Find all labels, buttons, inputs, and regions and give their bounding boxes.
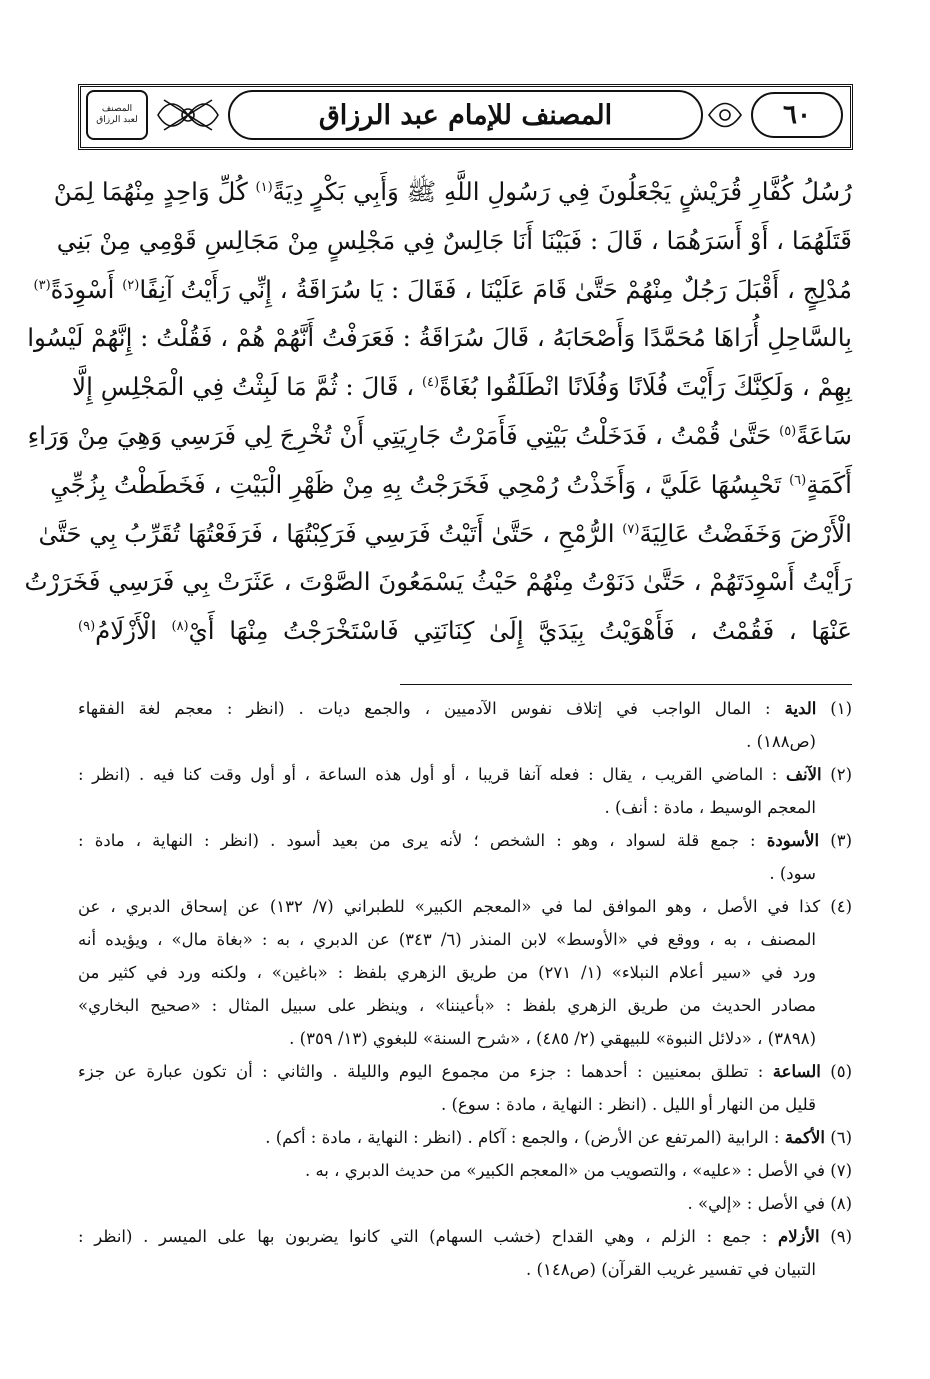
header-seal (86, 90, 148, 140)
footnote-marker: (٧) (622, 521, 640, 537)
text-line: عَنْهَا ، فَقُمْتُ ، فَأَهْوَيْتُ بِيَدَيَّ إِلَىٰ كِنَانَتِي فَاسْتَخْرَجْتُ مِنْهَا أَيْ$^{(٨)}$ الْأَزْلَامُ$^{(٩)}$ (78, 616, 852, 646)
footnote-continuation: المعجم الوسيط ، مادة : أنف) . (604, 798, 816, 817)
page-number: ٦٠ (751, 92, 843, 138)
text-line: رَأَيْتُ أَسْوِدَتَهُمْ ، حَتَّىٰ دَنَوْتُ مِنْهُمْ حَيْثُ يَسْمَعُونَ الصَّوْتَ ، عَثَرَتْ بِي فَرَسِي فَخَرَرْتُ (24, 567, 852, 597)
footnote-text: في الأصل : «إلي» . (687, 1194, 825, 1213)
footnote-number: (٤) (830, 897, 852, 916)
main-text (24, 168, 852, 656)
text-line: سَاعَةً$^{(٥)}$ حَتَّىٰ قُمْتُ ، فَدَخَلْتُ بَيْتِي فَأَمَرْتُ جَارِيَتِي أَنْ تُخْرِجَ لِي فَرَسِي وَهِيَ مِنْ وَرَاءِ (27, 420, 852, 450)
footnote-text: كذا في الأصل ، وهو الموافق لما في «المعجم الكبير» للطبراني (٧/ ١٣٢) عن إسحاق الدبري ، عن (78, 897, 821, 916)
footnote-continuation: سود) . (769, 864, 816, 883)
footnote-marker: (٨) (171, 619, 189, 635)
footnote-number: (٩) (830, 1227, 853, 1246)
footnote-term: الآنف (785, 765, 822, 784)
footnote-separator (400, 684, 852, 685)
footnote-number: (٦) (830, 1128, 852, 1147)
text-line: رُسُلُ كُفَّارِ قُرَيْشٍ يَجْعَلُونَ فِي رَسُولِ اللَّهِ ﷺ وَأَبِي بَكْرٍ دِيَةً$^{(١)}$ كُلِّ وَاحِدٍ مِنْهُمَا لِمَنْ (53, 177, 852, 206)
footnote-marker: (٢) (122, 277, 140, 293)
footnote-continuation: التبيان في تفسير غريب القرآن) (ص١٤٨) . (526, 1260, 816, 1279)
footnote-text: : جمع : الزلم ، وهي القداح (خشب السهام) التي كانوا يضربون بها على الميسر . (انظر : (78, 1227, 768, 1246)
footnote-continuation: (٣٨٩٨) ، «دلائل النبوة» للبيهقي (٢/ ٤٨٥) ، «شرح السنة» للبغوي (١٣/ ٣٥٩) . (289, 1029, 816, 1048)
footnote-continuation: مصادر الحديث من طريق الزهري بلفظ : «بأعيننا» ، وينظر على سبيل المثال : «صحيح البخاري» (78, 996, 816, 1015)
footnote-7 (78, 1154, 852, 1187)
footnote-continuation: ورد في «سير أعلام النبلاء» (١/ ٢٧١) من طريق الزهري بلفظ : «باغين» ، ولكنه ورد في كثير من (78, 963, 816, 982)
footnote-text: : تطلق بمعنيين : أحدهما : جزء من مجموع اليوم والليلة . والثاني : أن تكون عبارة عن جزء (78, 1062, 764, 1081)
footnote-9 (78, 1220, 852, 1253)
footnote-term: الساعة (772, 1062, 821, 1081)
footnote-continuation: (ص١٨٨) . (746, 732, 816, 751)
footnote-8 (78, 1187, 852, 1220)
footnote-5 (78, 1055, 852, 1088)
footnote-term: الأكمة (784, 1128, 825, 1147)
footnote-number: (٣) (830, 831, 853, 850)
header-ornament-right (705, 90, 745, 140)
footnote-continuation: المصنف ، به ، ووقع في «الأوسط» لابن المنذر (٦/ ٣٤٣) عن الدبري ، به : «بغاة مال» ، ويؤيده أنه (78, 930, 816, 949)
footnote-text: : الرابية (المرتفع عن الأرض) ، والجمع : آكام . (انظر : النهاية ، مادة : أكم) . (265, 1128, 780, 1147)
footnote-text: : جمع قلة لسواد ، وهو : الشخص ؛ لأنه يرى من بعيد أسود . (انظر : النهاية ، مادة : (78, 831, 756, 850)
footnote-marker: (٤) (421, 375, 440, 391)
footnote-marker: (٥) (779, 423, 797, 439)
seal-line-2: لعبد الرزاق (96, 115, 138, 125)
running-title: المصنف للإمام عبد الرزاق (228, 90, 703, 140)
header-ornament-left (154, 90, 222, 140)
text-line: الْأَرْضَ وَخَفَضْتُ عَالِيَةَ$^{(٧)}$ الرُّمْحِ ، حَتَّىٰ أَتَيْتُ فَرَسِي فَرَكِبْتُهَا ، فَرَفَعْتُهَا تُقَرِّبُ بِي حَتَّىٰ (38, 518, 852, 548)
footnote-marker: (٦) (789, 472, 807, 488)
footnotes (78, 692, 852, 1286)
page-header (78, 84, 853, 150)
footnote-2 (78, 758, 852, 791)
text-line: مُدْلِجٍ ، أَقْبَلَ رَجُلٌ مِنْهُمْ حَتَّىٰ قَامَ عَلَيْنَا ، فَقَالَ : يَا سُرَاقَةُ ، إِنِّي رَأَيْتُ آنِفًا$^{(٢)}$ أَسْوِدَةً$^{(٣)}$ (33, 274, 852, 304)
footnote-term: الأسودة (766, 831, 820, 850)
footnote-number: (٨) (830, 1194, 852, 1213)
seal-line-1: المصنف (101, 104, 133, 114)
footnote-marker: (٣) (33, 277, 51, 293)
footnote-number: (٢) (830, 765, 852, 784)
footnote-marker: (٩) (78, 619, 96, 635)
footnote-number: (١) (830, 699, 853, 718)
footnote-term: الأزلام (778, 1227, 820, 1246)
text-line: قَتَلَهُمَا ، أَوْ أَسَرَهُمَا ، قَالَ : فَبَيْنَا أَنَا جَالِسٌ فِي مَجْلِسٍ مِنْ مَجَالِسِ قَوْمِي مِنْ بَنِي (56, 225, 852, 255)
footnote-1 (78, 692, 852, 725)
footnote-term: الدية (784, 699, 817, 718)
footnote-text: : الماضي القريب ، يقال : فعله آنفا قريبا ، أو أول هذه الساعة ، أو أول وقت كنا فيه . (انظر : (78, 765, 778, 784)
footnote-number: (٧) (830, 1161, 852, 1180)
text-line: بِالسَّاحِلِ أُرَاهَا مُحَمَّدًا وَأَصْحَابَهُ ، قَالَ سُرَاقَةُ : فَعَرَفْتُ أَنَّهُمْ هُمْ ، فَقُلْتُ : إِنَّهُمْ لَيْسُوا (27, 323, 852, 353)
footnote-continuation: قليل من النهار أو الليل . (انظر : النهاية ، مادة : سوع) . (440, 1095, 816, 1114)
footnote-4 (78, 890, 852, 923)
footnote-marker: (١) (255, 179, 273, 195)
footnote-number: (٥) (830, 1062, 853, 1081)
footnote-text: : المال الواجب في إتلاف نفوس الآدميين ، والجمع ديات . (انظر : معجم لغة الفقهاء (78, 699, 771, 718)
footnote-3 (78, 824, 852, 857)
text-line: أَكَمَةٍ$^{(٦)}$ تَحْبِسُهَا عَلَيَّ ، وَأَخَذْتُ رُمْحِي فَخَرَجْتُ بِهِ مِنْ ظَهْرِ الْبَيْتِ ، فَخَطَطْتُ بِزُجِّيِ (50, 469, 852, 499)
footnote-text: في الأصل : «عليه» ، والتصويب من «المعجم الكبير» من حديث الدبري ، به . (304, 1161, 825, 1180)
footnote-6 (78, 1121, 852, 1154)
text-line: بِهِمْ ، وَلَكِنَّكَ رَأَيْتَ فُلَانًا وَفُلَانًا انْطَلَقُوا بُغَاةً$^{(٤)}$ ، قَالَ : ثُمَّ مَا لَبِثْتُ فِي الْمَجْلِسِ إِلَّا (72, 372, 852, 402)
